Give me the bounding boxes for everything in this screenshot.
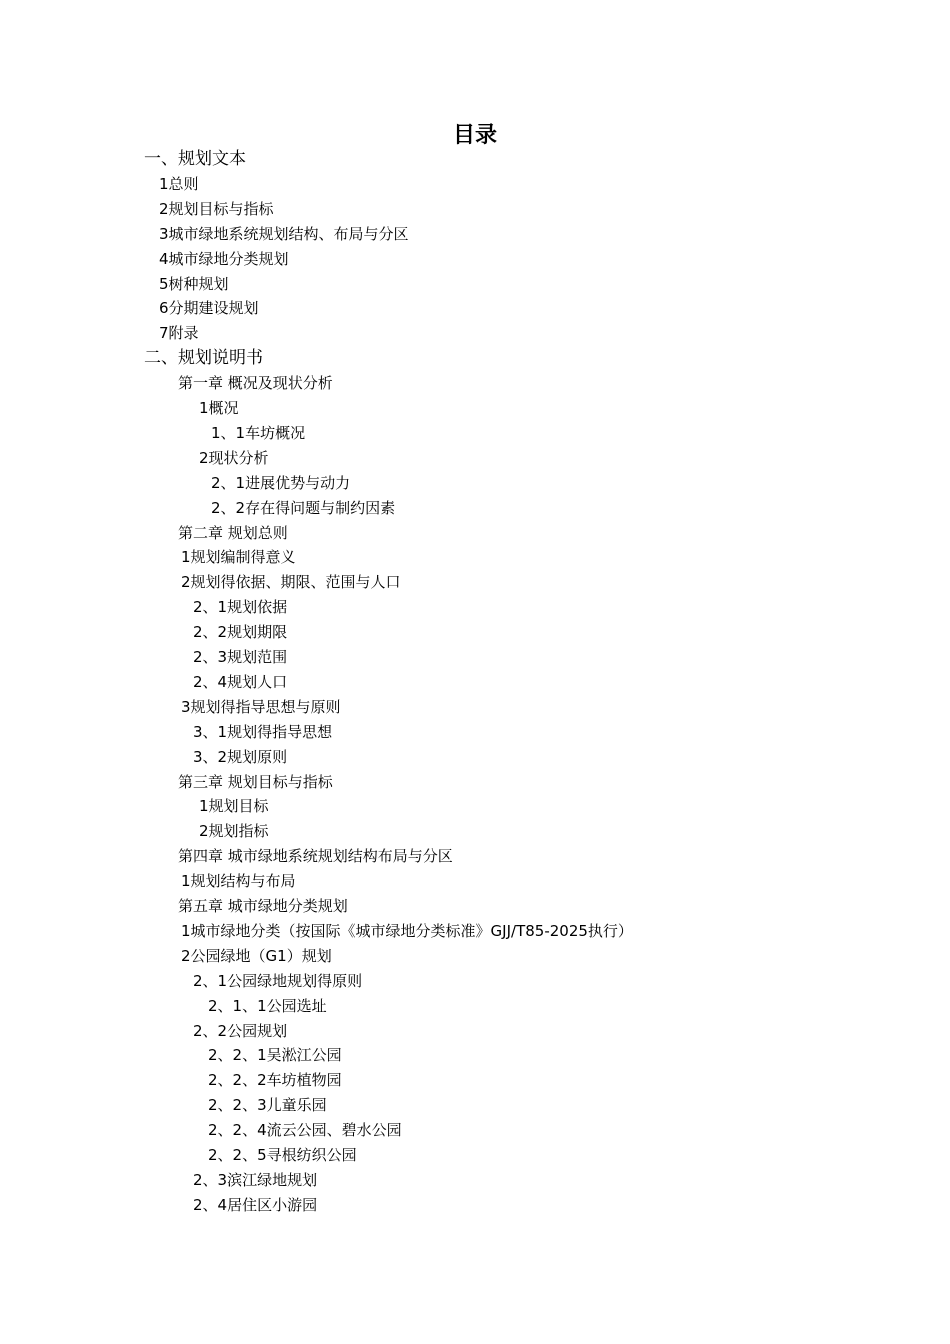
toc-entry: 2、2、1吴淞江公园 — [208, 1046, 342, 1065]
toc-entry: 2、1公园绿地规划得原则 — [193, 971, 363, 990]
toc-entry: 1总则 — [159, 174, 199, 193]
toc-entry: 3、1规划得指导思想 — [193, 722, 333, 741]
toc-entry: 1城市绿地分类（按国际《城市绿地分类标准》GJJ/T85-2025执行） — [181, 921, 633, 940]
toc-entry: 2、2规划期限 — [193, 623, 288, 642]
toc-entry: 第四章 城市绿地系统规划结构布局与分区 — [178, 847, 453, 866]
toc-entry: 1规划目标 — [199, 797, 269, 816]
toc-entry: 2、3滨江绿地规划 — [193, 1170, 318, 1189]
toc-entry: 2、2、5寻根纺织公园 — [208, 1146, 357, 1164]
toc-entry: 第二章 规划总则 — [178, 523, 288, 542]
toc-entry: 第五章 城市绿地分类规划 — [178, 897, 348, 915]
toc-section-heading: 二、规划说明书 — [144, 348, 263, 369]
toc-entry: 3、2规划原则 — [193, 747, 288, 766]
toc-entry: 1规划编制得意义 — [181, 548, 296, 567]
toc-entry: 5树种规划 — [159, 274, 229, 293]
toc-entry: 2、1规划依据 — [193, 598, 288, 617]
toc-entry: 1、1车坊概况 — [211, 423, 306, 442]
toc-entry: 2、2公园规划 — [193, 1021, 288, 1040]
toc-entry: 2、1、1公园选址 — [208, 996, 327, 1015]
toc-entry: 第三章 规划目标与指标 — [178, 772, 333, 791]
toc-entry: 4城市绿地分类规划 — [159, 249, 289, 268]
toc-entry: 2公园绿地（G1）规划 — [181, 946, 332, 965]
toc-section-heading: 一、规划文本 — [144, 149, 246, 169]
toc-entry: 2现状分析 — [199, 448, 269, 467]
toc-entry: 第一章 概况及现状分析 — [178, 374, 333, 393]
toc-entry: 2规划指标 — [199, 822, 269, 841]
toc-entry: 2、2、3儿童乐园 — [208, 1096, 327, 1115]
toc-title: 目录 — [452, 123, 497, 148]
toc-entry: 2、2、2车坊植物园 — [208, 1071, 342, 1090]
toc-entry: 2、1进展优势与动力 — [211, 473, 351, 492]
toc-entry: 2、2存在得问题与制约因素 — [211, 498, 396, 517]
toc-entry: 2、2、4流云公园、碧水公园 — [208, 1121, 402, 1140]
toc-entry: 2规划目标与指标 — [159, 199, 274, 218]
toc-entry: 6分期建设规划 — [159, 299, 259, 318]
toc-entry: 3规划得指导思想与原则 — [181, 697, 341, 716]
toc-entry: 7附录 — [159, 324, 199, 343]
toc-entry: 1规划结构与布局 — [181, 872, 296, 891]
toc-entry: 2、4规划人口 — [193, 672, 288, 691]
toc-entry: 1概况 — [199, 399, 239, 417]
toc-entry: 2、4居住区小游园 — [193, 1195, 318, 1214]
toc-entry: 2规划得依据、期限、范围与人口 — [181, 573, 401, 592]
toc-entry: 2、3规划范围 — [193, 648, 288, 666]
toc-entry: 3城市绿地系统规划结构、布局与分区 — [159, 224, 409, 243]
